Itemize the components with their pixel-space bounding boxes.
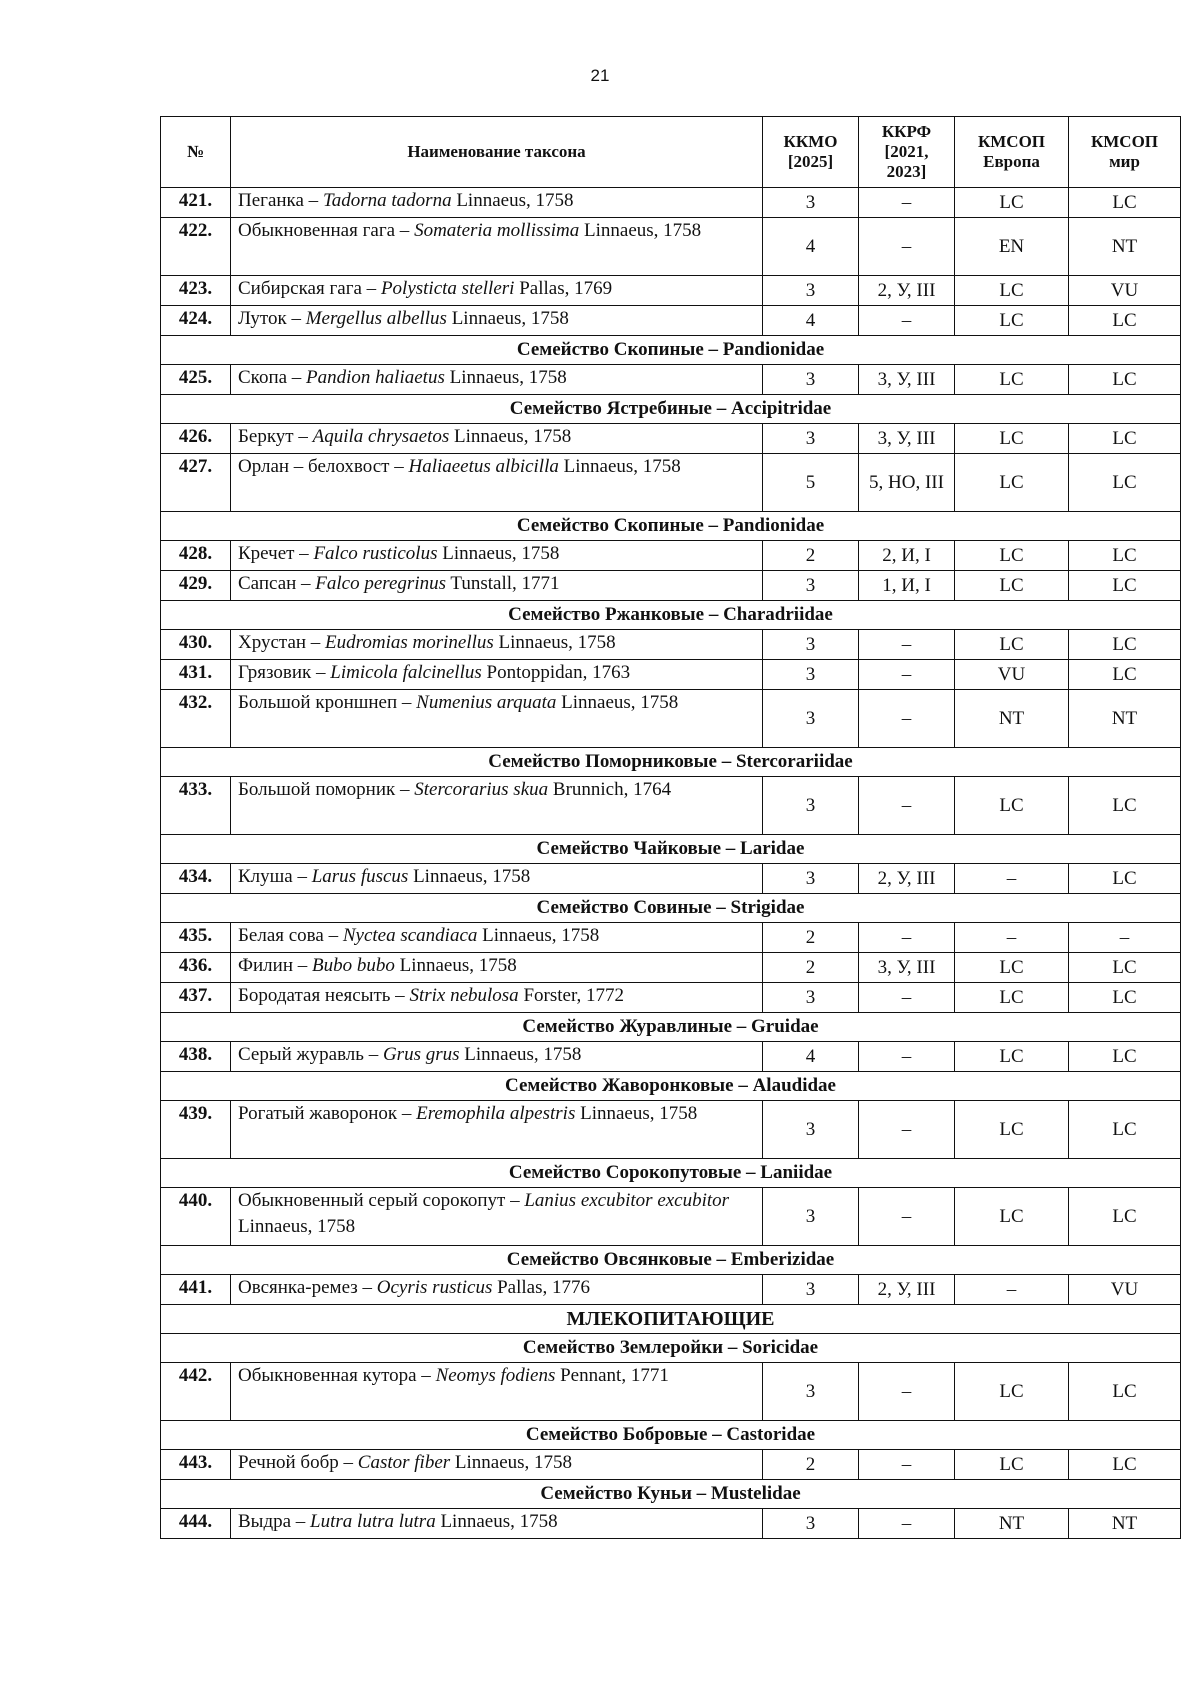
taxon-number: 441.	[161, 1275, 231, 1305]
authority: Linnaeus, 1758	[477, 925, 600, 946]
taxon-name	[231, 571, 763, 601]
kkmo-value: 3	[763, 864, 859, 894]
common-name: Большой кроншнеп –	[238, 692, 417, 713]
common-name: Выдра –	[238, 1511, 311, 1532]
kkmo-value: 3	[763, 188, 859, 218]
kmsop-europe-value: LC	[955, 571, 1069, 601]
family-heading: Семейство Ястребиные – Accipitridae	[161, 395, 1181, 424]
table-row	[161, 690, 1181, 748]
kkmo-value: 4	[763, 218, 859, 276]
kkrf-value: –	[859, 1509, 955, 1539]
authority: Linnaeus, 1758	[446, 308, 569, 329]
kmsop-europe-value: LC	[955, 953, 1069, 983]
taxon-number: 439.	[161, 1101, 231, 1159]
taxon-number: 433.	[161, 777, 231, 835]
kkrf-value: 2, У, III	[859, 276, 955, 306]
taxon-number: 436.	[161, 953, 231, 983]
common-name: Пеганка –	[238, 190, 323, 211]
family-heading: Семейство Сорокопутовые – Laniidae	[161, 1159, 1181, 1188]
family-heading: Семейство Куньи – Mustelidae	[161, 1480, 1181, 1509]
kkrf-value: –	[859, 188, 955, 218]
latin-name: Stercorarius skua	[414, 779, 549, 800]
taxon-number: 430.	[161, 630, 231, 660]
table-row	[161, 424, 1181, 454]
kmsop-world-value: LC	[1069, 188, 1181, 218]
family-heading: Семейство Овсянковые – Emberizidae	[161, 1246, 1181, 1275]
table-row	[161, 630, 1181, 660]
kkrf-value: –	[859, 923, 955, 953]
family-heading: Семейство Журавлиные – Gruidae	[161, 1013, 1181, 1042]
common-name: Луток –	[238, 308, 306, 329]
latin-name: Mergellus albellus	[305, 308, 447, 329]
taxon-name	[231, 777, 763, 835]
taxon-name	[231, 1101, 763, 1159]
latin-name: Pandion haliaetus	[306, 367, 445, 388]
common-name: Большой поморник –	[238, 779, 415, 800]
kkmo-value: 3	[763, 1188, 859, 1246]
latin-name: Bubo bubo	[312, 955, 395, 976]
authority: Linnaeus, 1758	[575, 1103, 698, 1124]
common-name: Скопа –	[238, 367, 307, 388]
kmsop-world-value: LC	[1069, 1450, 1181, 1480]
authority: Pontoppidan, 1763	[481, 662, 631, 683]
kmsop-europe-value: LC	[955, 630, 1069, 660]
taxon-name	[231, 218, 763, 276]
latin-name: Eudromias morinellus	[325, 632, 494, 653]
family-heading: Семейство Землеройки – Soricidae	[161, 1334, 1181, 1363]
table-row	[161, 1188, 1181, 1246]
kkrf-value: 5, НО, III	[859, 454, 955, 512]
kkrf-value: 1, И, I	[859, 571, 955, 601]
kmsop-europe-value: LC	[955, 1450, 1069, 1480]
kkmo-value: 2	[763, 541, 859, 571]
kkrf-value: 2, У, III	[859, 864, 955, 894]
taxon-number: 432.	[161, 690, 231, 748]
family-heading-row	[161, 1246, 1181, 1275]
taxon-number: 427.	[161, 454, 231, 512]
table-row	[161, 660, 1181, 690]
kmsop-world-value: NT	[1069, 690, 1181, 748]
table-body	[161, 188, 1181, 1539]
table-row	[161, 923, 1181, 953]
taxon-name	[231, 1042, 763, 1072]
latin-name: Nyctea scandiaca	[342, 925, 478, 946]
taxon-name	[231, 1450, 763, 1480]
taxon-name	[231, 660, 763, 690]
table-row	[161, 306, 1181, 336]
family-heading-row	[161, 395, 1181, 424]
authority: Linnaeus, 1758	[408, 866, 531, 887]
family-heading: Семейство Ржанковые – Charadriidae	[161, 601, 1181, 630]
common-name: Овсянка-ремез –	[238, 1277, 377, 1298]
taxon-name	[231, 983, 763, 1013]
taxon-number: 443.	[161, 1450, 231, 1480]
kmsop-world-value: LC	[1069, 1363, 1181, 1421]
authority: Linnaeus, 1758	[493, 632, 616, 653]
latin-name: Numenius arquata	[416, 692, 557, 713]
table-row	[161, 1275, 1181, 1305]
kkmo-value: 3	[763, 777, 859, 835]
kkmo-value: 3	[763, 983, 859, 1013]
kkrf-value: 3, У, III	[859, 953, 955, 983]
taxon-number: 421.	[161, 188, 231, 218]
authority: Forster, 1772	[518, 985, 625, 1006]
kkmo-value: 3	[763, 660, 859, 690]
kmsop-world-value: LC	[1069, 983, 1181, 1013]
kmsop-europe-value: –	[955, 864, 1069, 894]
family-heading-row	[161, 1480, 1181, 1509]
family-heading-row	[161, 748, 1181, 777]
kkrf-value: –	[859, 1188, 955, 1246]
family-heading-row	[161, 1072, 1181, 1101]
table-row	[161, 953, 1181, 983]
family-heading: Семейство Жаворонковые – Alaudidae	[161, 1072, 1181, 1101]
kkrf-value: –	[859, 983, 955, 1013]
latin-name: Limicola falcinellus	[330, 662, 482, 683]
taxon-name	[231, 306, 763, 336]
common-name: Обыкновенный серый сорокопут –	[238, 1190, 525, 1211]
taxon-number: 442.	[161, 1363, 231, 1421]
kmsop-europe-value: LC	[955, 1042, 1069, 1072]
table-row	[161, 864, 1181, 894]
taxon-number: 429.	[161, 571, 231, 601]
kmsop-europe-value: NT	[955, 1509, 1069, 1539]
kkmo-value: 3	[763, 365, 859, 395]
kkrf-value: 3, У, III	[859, 424, 955, 454]
kkrf-value: –	[859, 630, 955, 660]
kkmo-value: 4	[763, 1042, 859, 1072]
kmsop-world-value: –	[1069, 923, 1181, 953]
kkrf-value: 2, И, I	[859, 541, 955, 571]
latin-name: Larus fuscus	[311, 866, 409, 887]
kkrf-value: –	[859, 660, 955, 690]
kmsop-europe-value: LC	[955, 541, 1069, 571]
kkrf-value: –	[859, 218, 955, 276]
kmsop-europe-value: NT	[955, 690, 1069, 748]
kkmo-value: 3	[763, 1509, 859, 1539]
kkmo-value: 3	[763, 630, 859, 660]
taxon-number: 440.	[161, 1188, 231, 1246]
authority: Pallas, 1776	[492, 1277, 590, 1298]
kmsop-europe-value: LC	[955, 777, 1069, 835]
taxa-table	[160, 116, 1181, 1539]
kmsop-europe-value: LC	[955, 188, 1069, 218]
kmsop-europe-value: VU	[955, 660, 1069, 690]
family-heading: Семейство Совиные – Strigidae	[161, 894, 1181, 923]
kmsop-world-value: LC	[1069, 864, 1181, 894]
taxon-name	[231, 1275, 763, 1305]
kmsop-world-value: LC	[1069, 1101, 1181, 1159]
latin-name: Tadorna tadorna	[322, 190, 452, 211]
kmsop-world-value: LC	[1069, 365, 1181, 395]
family-heading: Семейство Чайковые – Laridae	[161, 835, 1181, 864]
class-heading-row	[161, 1305, 1181, 1334]
kmsop-world-value: LC	[1069, 454, 1181, 512]
authority: Brunnich, 1764	[548, 779, 672, 800]
family-heading-row	[161, 1013, 1181, 1042]
kkmo-value: 2	[763, 1450, 859, 1480]
authority: Linnaeus, 1758	[238, 1216, 356, 1237]
latin-name: Ocyris rusticus	[376, 1277, 493, 1298]
kmsop-world-value: NT	[1069, 218, 1181, 276]
authority: Linnaeus, 1758	[435, 1511, 558, 1532]
taxon-name	[231, 690, 763, 748]
latin-name: Somateria mollissima	[414, 220, 580, 241]
kmsop-world-value: VU	[1069, 276, 1181, 306]
kkmo-value: 2	[763, 923, 859, 953]
family-heading: Семейство Бобровые – Castoridae	[161, 1421, 1181, 1450]
header-kkrf: ККРФ [2021, 2023]	[859, 117, 955, 188]
common-name: Сапсан –	[238, 573, 316, 594]
authority: Linnaeus, 1758	[437, 543, 560, 564]
common-name: Беркут –	[238, 426, 313, 447]
taxon-name	[231, 276, 763, 306]
kkmo-value: 3	[763, 690, 859, 748]
kkmo-value: 3	[763, 1275, 859, 1305]
authority: Linnaeus, 1758	[556, 692, 679, 713]
authority: Linnaeus, 1758	[558, 456, 681, 477]
taxon-number: 426.	[161, 424, 231, 454]
kmsop-europe-value: LC	[955, 1188, 1069, 1246]
authority: Linnaeus, 1758	[459, 1044, 582, 1065]
common-name: Обыкновенная гага –	[238, 220, 415, 241]
common-name: Орлан – белохвост –	[238, 456, 409, 477]
taxon-number: 435.	[161, 923, 231, 953]
family-heading-row	[161, 1334, 1181, 1363]
common-name: Грязовик –	[238, 662, 331, 683]
kmsop-europe-value: –	[955, 1275, 1069, 1305]
kmsop-europe-value: –	[955, 923, 1069, 953]
kmsop-world-value: LC	[1069, 660, 1181, 690]
taxon-name	[231, 630, 763, 660]
kmsop-world-value: LC	[1069, 306, 1181, 336]
table-row	[161, 276, 1181, 306]
kmsop-world-value: LC	[1069, 424, 1181, 454]
table-row	[161, 454, 1181, 512]
kmsop-europe-value: LC	[955, 1101, 1069, 1159]
kmsop-europe-value: LC	[955, 454, 1069, 512]
taxon-number: 425.	[161, 365, 231, 395]
kmsop-world-value: LC	[1069, 777, 1181, 835]
latin-name: Falco peregrinus	[315, 573, 446, 594]
family-heading: Семейство Скопиные – Pandionidae	[161, 336, 1181, 365]
family-heading: Семейство Скопиные – Pandionidae	[161, 512, 1181, 541]
taxon-number: 428.	[161, 541, 231, 571]
table-row	[161, 188, 1181, 218]
common-name: Серый журавль –	[238, 1044, 383, 1065]
taxon-number: 422.	[161, 218, 231, 276]
authority: Linnaeus, 1758	[444, 367, 567, 388]
family-heading-row	[161, 835, 1181, 864]
kmsop-europe-value: LC	[955, 306, 1069, 336]
common-name: Белая сова –	[238, 925, 343, 946]
latin-name: Strix nebulosa	[409, 985, 519, 1006]
kkmo-value: 3	[763, 571, 859, 601]
kmsop-europe-value: LC	[955, 1363, 1069, 1421]
kmsop-europe-value: LC	[955, 983, 1069, 1013]
taxon-number: 444.	[161, 1509, 231, 1539]
latin-name: Polysticta stelleri	[380, 278, 515, 299]
common-name: Сибирская гага –	[238, 278, 381, 299]
page-number: 21	[590, 66, 610, 85]
latin-name: Castor fiber	[357, 1452, 451, 1473]
kmsop-world-value: LC	[1069, 1188, 1181, 1246]
kmsop-world-value: NT	[1069, 1509, 1181, 1539]
family-heading-row	[161, 601, 1181, 630]
header-kkmo: ККМО [2025]	[763, 117, 859, 188]
taxon-number: 437.	[161, 983, 231, 1013]
table-row	[161, 983, 1181, 1013]
taxon-number: 423.	[161, 276, 231, 306]
family-heading-row	[161, 512, 1181, 541]
kkrf-value: 2, У, III	[859, 1275, 955, 1305]
authority: Tunstall, 1771	[446, 573, 560, 594]
kkrf-value: –	[859, 1363, 955, 1421]
kmsop-europe-value: EN	[955, 218, 1069, 276]
common-name: Обыкновенная кутора –	[238, 1365, 436, 1386]
table-row	[161, 1509, 1181, 1539]
taxon-name	[231, 454, 763, 512]
taxon-name	[231, 1188, 763, 1246]
kmsop-world-value: LC	[1069, 630, 1181, 660]
header-taxon-name: Наименование таксона	[231, 117, 763, 188]
taxon-number: 431.	[161, 660, 231, 690]
latin-name: Haliaeetus albicilla	[408, 456, 559, 477]
taxon-number: 434.	[161, 864, 231, 894]
header-kmsop-world: КМСОП мир	[1069, 117, 1181, 188]
latin-name: Grus grus	[382, 1044, 460, 1065]
kkmo-value: 2	[763, 953, 859, 983]
header-kmsop-europe: КМСОП Европа	[955, 117, 1069, 188]
kkmo-value: 4	[763, 306, 859, 336]
common-name: Рогатый жаворонок –	[238, 1103, 417, 1124]
taxon-number: 438.	[161, 1042, 231, 1072]
kkrf-value: 3, У, III	[859, 365, 955, 395]
authority: Linnaeus, 1758	[451, 190, 574, 211]
taxon-name	[231, 1509, 763, 1539]
common-name: Бородатая неясыть –	[238, 985, 410, 1006]
table-row	[161, 571, 1181, 601]
latin-name: Lutra lutra lutra	[310, 1511, 436, 1532]
family-heading-row	[161, 1159, 1181, 1188]
kmsop-europe-value: LC	[955, 424, 1069, 454]
kmsop-europe-value: LC	[955, 365, 1069, 395]
latin-name: Neomys fodiens	[435, 1365, 556, 1386]
authority: Linnaeus, 1758	[450, 1452, 573, 1473]
table-row	[161, 365, 1181, 395]
latin-name: Aquila chrysaetos	[312, 426, 450, 447]
kkrf-value: –	[859, 1042, 955, 1072]
table-row	[161, 1042, 1181, 1072]
authority: Pallas, 1769	[514, 278, 613, 299]
table-row	[161, 218, 1181, 276]
common-name: Филин –	[238, 955, 312, 976]
table-header-row	[161, 117, 1181, 188]
common-name: Кречет –	[238, 543, 314, 564]
family-heading: Семейство Поморниковые – Stercorariidae	[161, 748, 1181, 777]
kkmo-value: 3	[763, 1363, 859, 1421]
kkmo-value: 3	[763, 424, 859, 454]
authority: Linnaeus, 1758	[394, 955, 517, 976]
kkmo-value: 5	[763, 454, 859, 512]
taxon-name	[231, 864, 763, 894]
latin-name: Falco rusticolus	[313, 543, 438, 564]
kkrf-value: –	[859, 1450, 955, 1480]
table-row	[161, 1450, 1181, 1480]
taxon-name	[231, 424, 763, 454]
authority: Linnaeus, 1758	[449, 426, 572, 447]
kmsop-europe-value: LC	[955, 276, 1069, 306]
table-row	[161, 777, 1181, 835]
latin-name: Lanius excubitor excubitor	[524, 1190, 730, 1211]
kmsop-world-value: LC	[1069, 953, 1181, 983]
kmsop-world-value: VU	[1069, 1275, 1181, 1305]
taxon-name	[231, 923, 763, 953]
kkrf-value: –	[859, 690, 955, 748]
kkmo-value: 3	[763, 276, 859, 306]
kmsop-world-value: LC	[1069, 1042, 1181, 1072]
taxon-name	[231, 188, 763, 218]
taxon-name	[231, 1363, 763, 1421]
taxon-name	[231, 365, 763, 395]
family-heading-row	[161, 894, 1181, 923]
kkrf-value: –	[859, 1101, 955, 1159]
kkrf-value: –	[859, 306, 955, 336]
latin-name: Eremophila alpestris	[416, 1103, 576, 1124]
family-heading-row	[161, 336, 1181, 365]
kkrf-value: –	[859, 777, 955, 835]
class-heading: МЛЕКОПИТАЮЩИЕ	[161, 1305, 1181, 1334]
taxon-name	[231, 953, 763, 983]
header-num: №	[161, 117, 231, 188]
kkmo-value: 3	[763, 1101, 859, 1159]
common-name: Речной бобр –	[238, 1452, 358, 1473]
table-row	[161, 541, 1181, 571]
taxon-number: 424.	[161, 306, 231, 336]
kmsop-world-value: LC	[1069, 541, 1181, 571]
taxon-name	[231, 541, 763, 571]
family-heading-row	[161, 1421, 1181, 1450]
table-row	[161, 1101, 1181, 1159]
common-name: Клуша –	[238, 866, 312, 887]
common-name: Хрустан –	[238, 632, 326, 653]
kmsop-world-value: LC	[1069, 571, 1181, 601]
authority: Linnaeus, 1758	[579, 220, 702, 241]
table-row	[161, 1363, 1181, 1421]
authority: Pennant, 1771	[555, 1365, 669, 1386]
